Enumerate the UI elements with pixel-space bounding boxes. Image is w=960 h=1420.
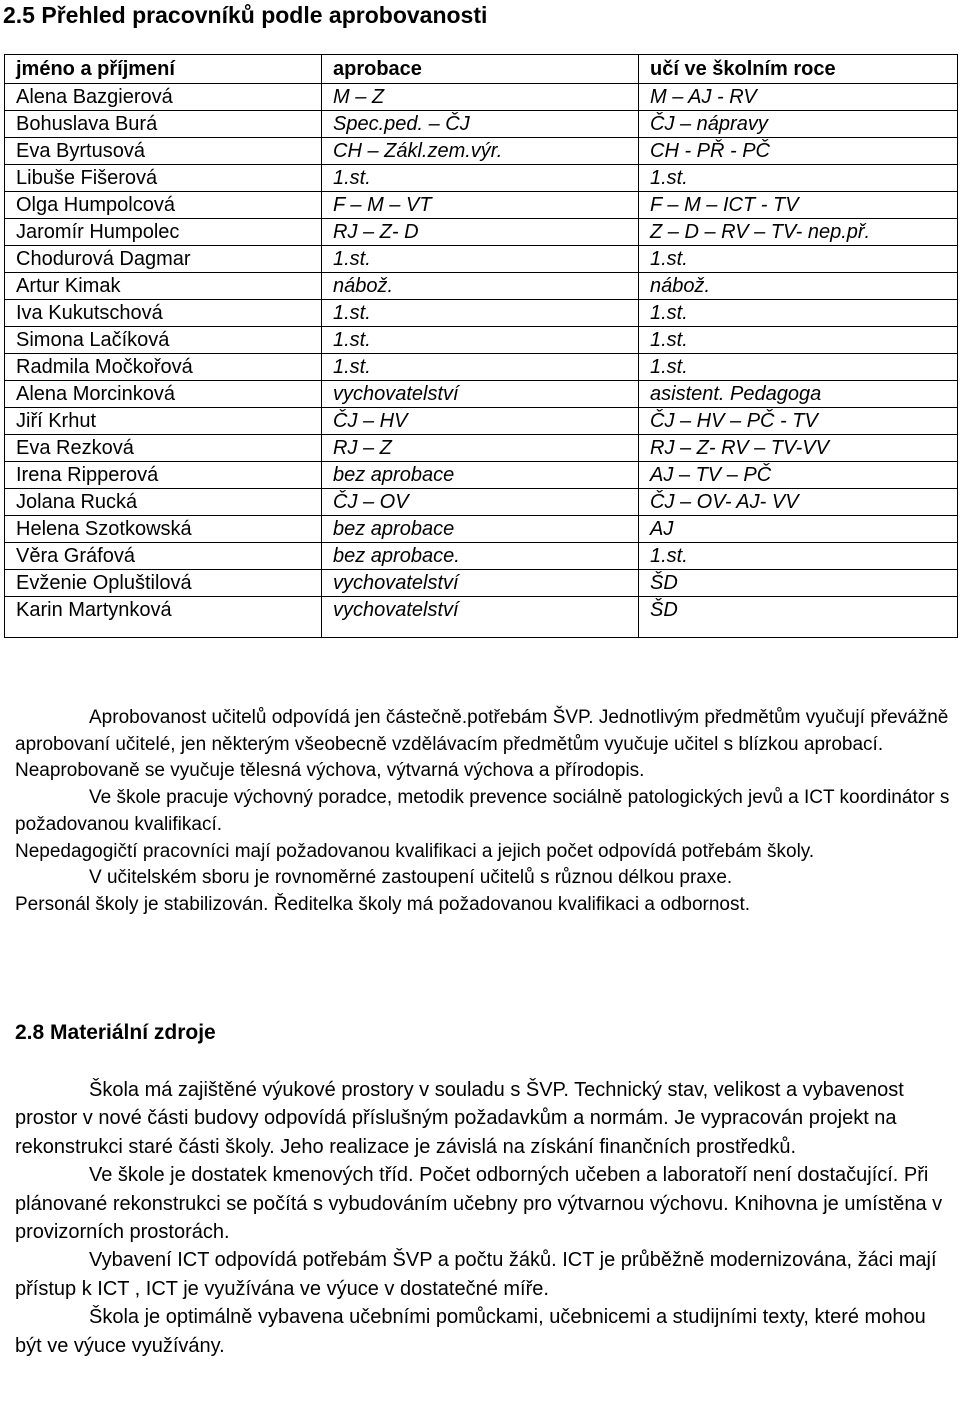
cell-name: Artur Kimak: [5, 273, 322, 300]
cell-qualification: bez aprobace: [322, 462, 639, 489]
table-row: [5, 570, 958, 597]
table-row: [5, 597, 958, 638]
cell-qualification: F – M – VT: [322, 192, 639, 219]
cell-qualification: 1.st.: [322, 327, 639, 354]
cell-qualification: nábož.: [322, 273, 639, 300]
cell-qualification: M – Z: [322, 84, 639, 111]
cell-name: Iva Kukutschová: [5, 300, 322, 327]
table-row: [5, 327, 958, 354]
table-row: [5, 543, 958, 570]
cell-qualification: RJ – Z- D: [322, 219, 639, 246]
cell-teaches: Z – D – RV – TV- nep.př.: [639, 219, 958, 246]
table-header-row: [5, 55, 958, 84]
column-header-teaches: učí ve školním roce: [639, 55, 958, 84]
table-row: [5, 219, 958, 246]
table-row: [5, 192, 958, 219]
table-row: [5, 138, 958, 165]
paragraph: Aprobovanost učitelů odpovídá jen částečně.potřebám ŠVP. Jednotlivým předmětům vyučují převážně aprobovaní učitelé, jen některým všeobecně vzdělávacím předmětům vyučuje učitel s blízkou aprobací. Neaprobovaně se vyučuje tělesná výchova, výtvarná výchova a přírodopis.: [15, 707, 949, 782]
table-row: [5, 435, 958, 462]
cell-qualification: 1.st.: [322, 246, 639, 273]
cell-teaches: ČJ – HV – PČ - TV: [639, 408, 958, 435]
paragraph: Škola je optimálně vybavena učebními pomůckami, učebnicemi a studijními texty, které mohou být ve výuce využívány.: [15, 1306, 926, 1357]
table-row: [5, 165, 958, 192]
cell-teaches: 1.st.: [639, 246, 958, 273]
paragraph: Škola má zajištěné výukové prostory v souladu s ŠVP. Technický stav, velikost a vybavenost prostor v nové části budovy odpovídá příslušným požadavkům a normám. Je vypracován projekt na rekonstrukci staré části školy. Jeho realizace je závislá na získání finančních prostředků.: [15, 1079, 904, 1158]
cell-name: Chodurová Dagmar: [5, 246, 322, 273]
cell-qualification: vychovatelství: [322, 597, 639, 638]
cell-teaches: CH - PŘ - PČ: [639, 138, 958, 165]
cell-name: Helena Szotkowská: [5, 516, 322, 543]
cell-name: Jolana Rucká: [5, 489, 322, 516]
cell-name: Eva Rezková: [5, 435, 322, 462]
materials-text: [15, 1076, 950, 1360]
cell-teaches: ŠD: [639, 570, 958, 597]
cell-qualification: bez aprobace: [322, 516, 639, 543]
paragraph: Nepedagogičtí pracovníci mají požadovanou kvalifikaci a jejich počet odpovídá potřebám školy.: [15, 840, 815, 862]
cell-teaches: 1.st.: [639, 300, 958, 327]
cell-name: Bohuslava Burá: [5, 111, 322, 138]
paragraph: Vybavení ICT odpovídá potřebám ŠVP a počtu žáků. ICT je průběžně modernizována, žáci mají přístup k ICT , ICT je využívána ve výuce v dostatečné míře.: [15, 1249, 937, 1300]
paragraph: Ve škole je dostatek kmenových tříd. Počet odborných učeben a laboratoří není dostačující. Při plánované rekonstrukci se počítá s vybudováním učebny pro výtvarnou výchovu. Knihovna je umístěna v provizorních prostorách.: [15, 1164, 943, 1244]
cell-qualification: Spec.ped. – ČJ: [322, 111, 639, 138]
cell-teaches: ČJ – OV- AJ- VV: [639, 489, 958, 516]
cell-qualification: ČJ – HV: [322, 408, 639, 435]
cell-teaches: M – AJ - RV: [639, 84, 958, 111]
cell-qualification: CH – Zákl.zem.výr.: [322, 138, 639, 165]
cell-qualification: vychovatelství: [322, 381, 639, 408]
cell-name: Eva Byrtusová: [5, 138, 322, 165]
cell-teaches: RJ – Z- RV – TV-VV: [639, 435, 958, 462]
cell-name: Radmila Močkořová: [5, 354, 322, 381]
cell-name: Simona Lačíková: [5, 327, 322, 354]
section-heading: 2.5 Přehled pracovníků podle aprobovanosti: [3, 2, 488, 28]
table-row: [5, 516, 958, 543]
cell-name: Evženie Opluštilová: [5, 570, 322, 597]
table-row: [5, 408, 958, 435]
paragraph: Personál školy je stabilizován. Ředitelka školy má požadovanou kvalifikaci a odbornost.: [15, 893, 751, 915]
table-row: [5, 246, 958, 273]
cell-name: Jaromír Humpolec: [5, 219, 322, 246]
cell-teaches: F – M – ICT - TV: [639, 192, 958, 219]
table-row: [5, 462, 958, 489]
cell-name: Olga Humpolcová: [5, 192, 322, 219]
cell-teaches: asistent. Pedagoga: [639, 381, 958, 408]
cell-name: Věra Gráfová: [5, 543, 322, 570]
table-row: [5, 489, 958, 516]
cell-teaches: ŠD: [639, 597, 958, 638]
cell-qualification: 1.st.: [322, 300, 639, 327]
staff-table: [4, 54, 958, 638]
cell-name: Libuše Fišerová: [5, 165, 322, 192]
paragraph: V učitelském sboru je rovnoměrné zastoupení učitelů s různou délkou praxe.: [89, 867, 733, 889]
table-row: [5, 300, 958, 327]
table-row: [5, 273, 958, 300]
cell-name: Irena Ripperová: [5, 462, 322, 489]
cell-teaches: AJ: [639, 516, 958, 543]
cell-teaches: 1.st.: [639, 543, 958, 570]
staffing-text: [15, 705, 950, 919]
cell-qualification: RJ – Z: [322, 435, 639, 462]
column-header-qualification: aprobace: [322, 55, 639, 84]
paragraph: Ve škole pracuje výchovný poradce, metodik prevence sociálně patologických jevů a ICT koordinátor s požadovanou kvalifikací.: [15, 787, 950, 835]
cell-qualification: ČJ – OV: [322, 489, 639, 516]
cell-teaches: 1.st.: [639, 165, 958, 192]
cell-teaches: nábož.: [639, 273, 958, 300]
table-row: [5, 84, 958, 111]
cell-name: Jiří Krhut: [5, 408, 322, 435]
section-heading-materials: 2.8 Materiální zdroje: [15, 1021, 216, 1044]
cell-teaches: ČJ – nápravy: [639, 111, 958, 138]
cell-name: Karin Martynková: [5, 597, 322, 638]
cell-name: Alena Bazgierová: [5, 84, 322, 111]
cell-teaches: AJ – TV – PČ: [639, 462, 958, 489]
table-row: [5, 381, 958, 408]
cell-name: Alena Morcinková: [5, 381, 322, 408]
cell-qualification: 1.st.: [322, 165, 639, 192]
table-row: [5, 354, 958, 381]
table-row: [5, 111, 958, 138]
cell-qualification: bez aprobace.: [322, 543, 639, 570]
column-header-name: jméno a příjmení: [5, 55, 322, 84]
cell-qualification: vychovatelství: [322, 570, 639, 597]
cell-teaches: 1.st.: [639, 354, 958, 381]
cell-qualification: 1.st.: [322, 354, 639, 381]
cell-teaches: 1.st.: [639, 327, 958, 354]
